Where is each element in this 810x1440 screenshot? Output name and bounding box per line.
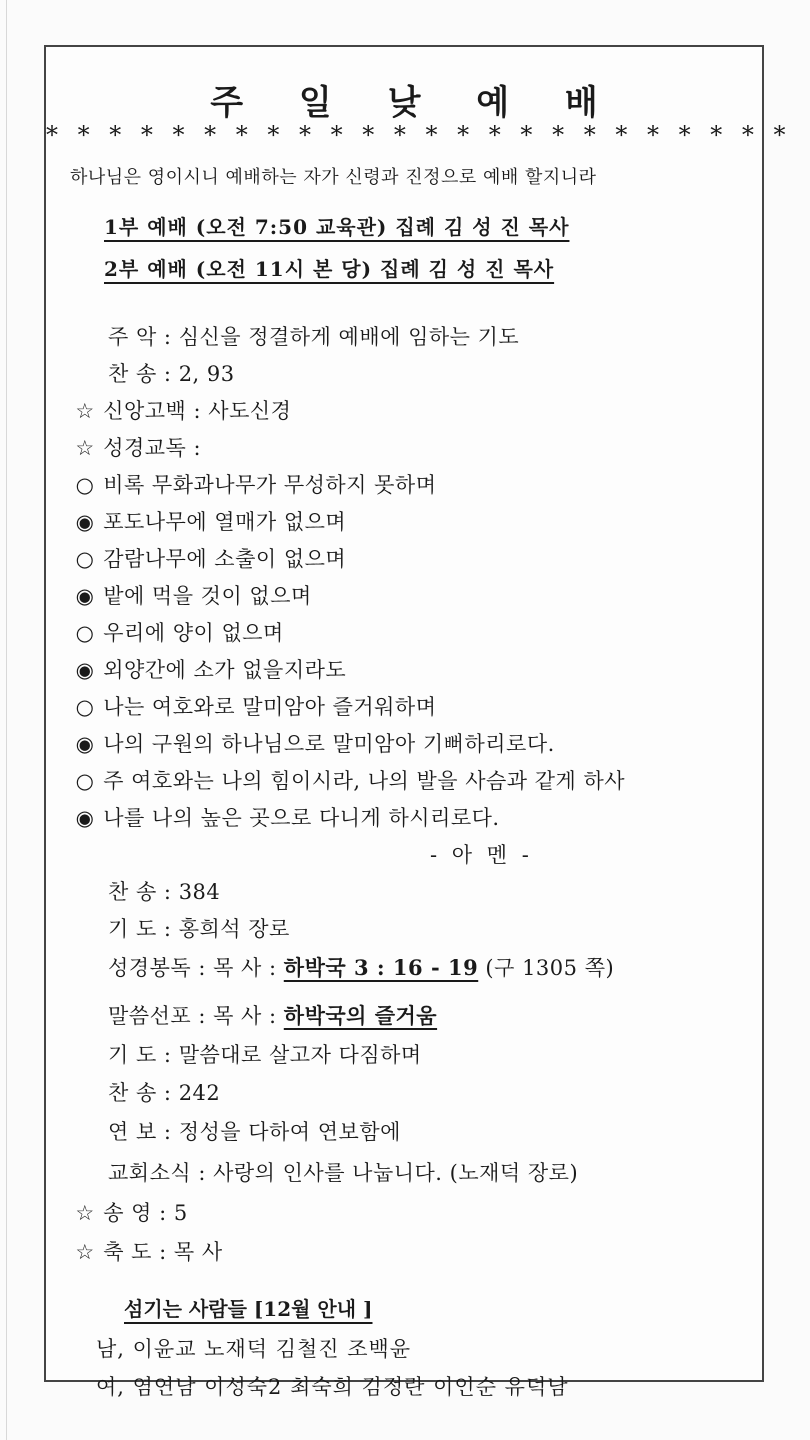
order-label: 송 영 :: [103, 1201, 167, 1225]
reading-text: 나는 여호와로 말미암아 즐거워하며: [103, 695, 437, 719]
servers-title: 섬기는 사람들 [12월 안내 ]: [124, 1297, 373, 1321]
reading-text: 포도나무에 열매가 없으며: [103, 510, 347, 534]
star-divider: * * * * * * * * * * * * * * * * * * * * * * * *: [46, 121, 792, 149]
reading-line: [74, 728, 555, 758]
reading-line: [74, 654, 346, 684]
order-value: 242: [178, 1081, 221, 1105]
order-hymn-2: [108, 876, 220, 906]
reading-line: [74, 802, 500, 832]
order-value: 2, 93: [178, 362, 235, 386]
order-label: 말씀선포 :: [108, 1004, 206, 1028]
servers-men: 남, 이윤교 노재덕 김철진 조백윤: [96, 1337, 412, 1361]
theme-verse: 하나님은 영이시니 예배하는 자가 신령과 진정으로 예배 할지니라: [70, 167, 597, 188]
order-label: 성경봉독 :: [108, 956, 206, 980]
order-value: 사도신경: [208, 399, 292, 423]
reading-line: [74, 765, 625, 795]
filled-circle-icon: ◉: [75, 584, 95, 608]
scripture-reference: 하박국 3 : 16 - 19: [283, 955, 479, 980]
filled-circle-icon: ◉: [75, 806, 95, 830]
order-label: 성경교독 :: [103, 436, 202, 460]
open-circle-icon: ○: [75, 621, 95, 645]
order-church-news: [108, 1157, 578, 1187]
order-bible-reading: [108, 952, 614, 982]
order-value: 말씀대로 살고자 다짐하며: [178, 1043, 422, 1067]
order-prefix: 목 사 :: [213, 1004, 277, 1028]
sermon-title: 하박국의 즐거움: [283, 1003, 438, 1028]
order-value: 384: [178, 880, 221, 904]
order-prayer-2: [108, 1039, 422, 1069]
open-circle-icon: ○: [75, 547, 95, 571]
order-value: 심신을 정결하게 예배에 임하는 기도: [178, 325, 520, 349]
reading-text: 비록 무화과나무가 무성하지 못하며: [103, 473, 437, 497]
order-label: 주 악 :: [108, 325, 172, 349]
order-label: 연 보 :: [108, 1120, 172, 1144]
order-label: 찬 송 :: [108, 362, 172, 386]
order-value: 홍희석 장로: [178, 917, 290, 941]
filled-circle-icon: ◉: [75, 658, 95, 682]
reading-line: [74, 469, 437, 499]
service-1: 1부 예배 (오전 7:50 교육관) 집례 김 성 진 목사: [104, 215, 570, 239]
open-circle-icon: ○: [75, 769, 95, 793]
scan-edge-line: [6, 0, 7, 1440]
order-prayer-1: [108, 913, 290, 943]
order-hymn-1: [108, 358, 235, 388]
servers-women: 여, 염연남 이성숙2 최숙희 김정란 이인순 유덕남: [96, 1375, 569, 1399]
order-label: 신앙고백 :: [103, 399, 202, 423]
filled-circle-icon: ◉: [75, 510, 95, 534]
order-value: 정성을 다하여 연보함에: [178, 1120, 401, 1144]
order-label: 기 도 :: [108, 917, 172, 941]
reading-text: 나의 구원의 하나님으로 말미암아 기뻐하리로다.: [103, 732, 555, 756]
order-label: 축 도 :: [103, 1240, 167, 1264]
order-label: 기 도 :: [108, 1043, 172, 1067]
order-offering: [108, 1116, 401, 1146]
order-doxology: [74, 1197, 188, 1227]
open-circle-icon: ○: [75, 695, 95, 719]
star-icon: ☆: [75, 436, 95, 460]
order-scripture: [74, 432, 201, 462]
open-circle-icon: ○: [75, 473, 95, 497]
reading-text: 감람나무에 소출이 없으며: [103, 547, 347, 571]
amen: - 아 멘 -: [430, 843, 533, 867]
page-title: 주 일 낮 예 배: [210, 83, 620, 123]
reading-line: [74, 580, 312, 610]
reading-text: 주 여호와는 나의 힘이시라, 나의 발을 사슴과 같게 하사: [103, 769, 626, 793]
order-prefix: 목 사 :: [213, 956, 277, 980]
service-2: 2부 예배 (오전 11시 본 당) 집례 김 성 진 목사: [104, 257, 555, 281]
order-prelude: [108, 321, 519, 351]
order-label: 교회소식 :: [108, 1161, 206, 1185]
star-icon: ☆: [75, 399, 95, 423]
filled-circle-icon: ◉: [75, 732, 95, 756]
reading-line: [74, 617, 284, 647]
reading-line: [74, 506, 346, 536]
order-hymn-3: [108, 1077, 220, 1107]
order-value: 5: [173, 1201, 188, 1225]
page-reference: (구 1305 쪽): [485, 956, 615, 980]
order-creed: [74, 395, 291, 425]
star-icon: ☆: [75, 1240, 95, 1264]
order-value: 목 사: [173, 1240, 223, 1264]
order-label: 찬 송 :: [108, 880, 172, 904]
reading-line: [74, 543, 346, 573]
reading-text: 외양간에 소가 없을지라도: [103, 658, 347, 682]
reading-text: 나를 나의 높은 곳으로 다니게 하시리로다.: [103, 806, 500, 830]
order-sermon: [108, 1000, 437, 1030]
order-value: 사랑의 인사를 나눕니다. (노재덕 장로): [213, 1161, 579, 1185]
worship-order-frame: [44, 45, 792, 1399]
star-icon: ☆: [75, 1201, 95, 1225]
order-label: 찬 송 :: [108, 1081, 172, 1105]
order-benediction: [74, 1236, 223, 1266]
reading-text: 밭에 먹을 것이 없으며: [103, 584, 312, 608]
reading-text: 우리에 양이 없으며: [103, 621, 284, 645]
reading-line: [74, 691, 437, 721]
